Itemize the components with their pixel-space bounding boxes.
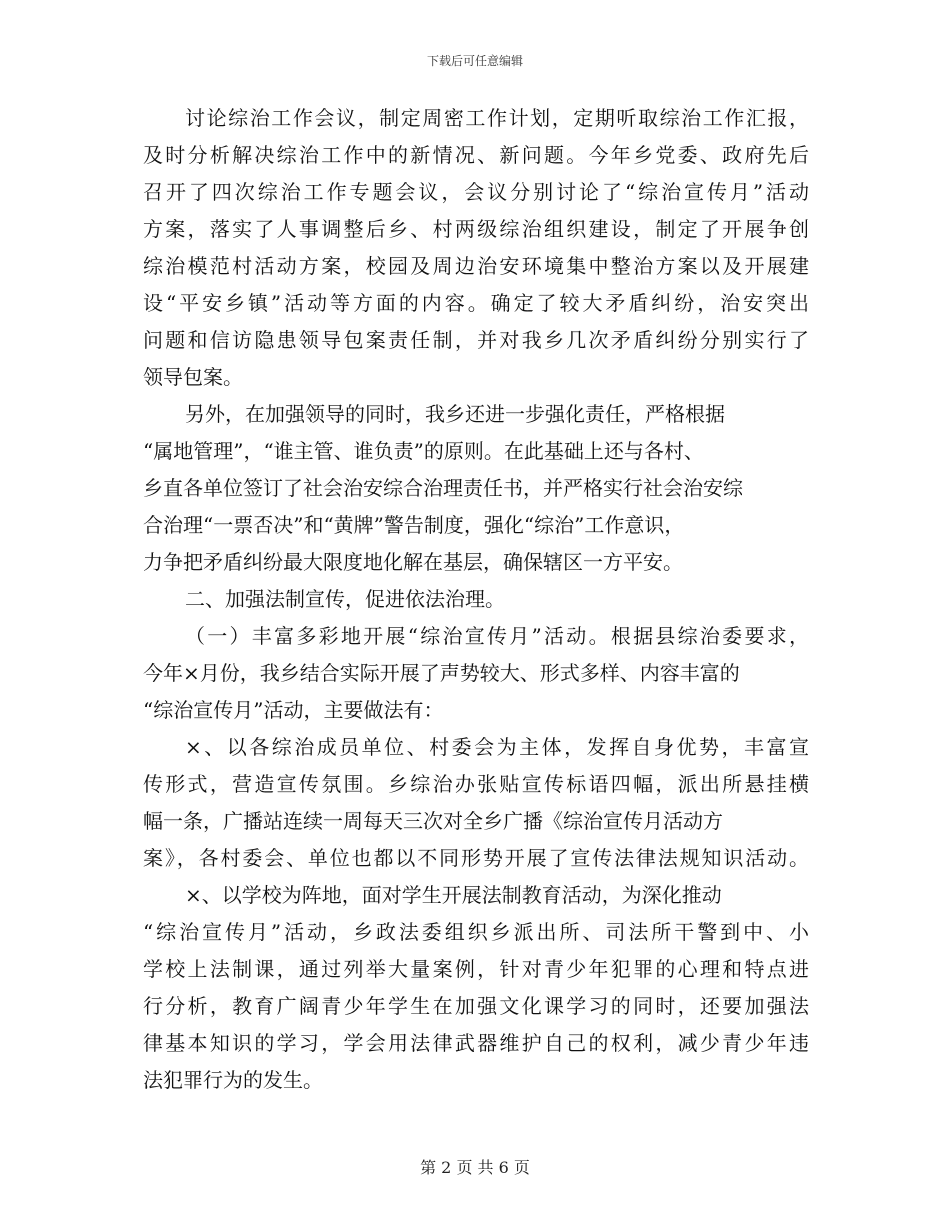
text-line: ×、以各综治成员单位、村委会为主体，发挥自身优势，丰富宣 bbox=[185, 735, 809, 759]
text-line: ×、以学校为阵地，面对学生开展法制教育活动，为深化推动 bbox=[185, 883, 722, 907]
text-line: 问题和信访隐患领导包案责任制，并对我乡几次矛盾纠纷分别实行了 bbox=[143, 328, 809, 352]
text-line: 律基本知识的学习，学会用法律武器维护自己的权利，减少青少年违 bbox=[143, 1031, 809, 1055]
text-line: 行分析，教育广阔青少年学生在加强文化课学习的同时，还要加强法 bbox=[143, 994, 809, 1018]
text-line: 二、加强法制宣传，促进依法治理。 bbox=[185, 587, 505, 611]
text-line: “综治宣传月”活动，乡政法委组织乡派出所、司法所干警到中、小 bbox=[143, 920, 809, 944]
text-line: 设“平安乡镇”活动等方面的内容。确定了较大矛盾纠纷，治安突出 bbox=[143, 291, 809, 315]
page-header: 下载后可任意编辑 bbox=[426, 54, 523, 68]
text-line: 综治模范村活动方案，校园及周边治安环境集中整治方案以及开展建 bbox=[143, 254, 809, 278]
text-line: （一）丰富多彩地开展“综治宣传月”活动。根据县综治委要求， bbox=[185, 624, 809, 648]
text-line: 合治理“一票否决”和“黄牌”警告制度，强化“综治”工作意识， bbox=[143, 513, 685, 537]
text-line: 案》，各村委会、单位也都以不同形势开展了宣传法律法规知识活动。 bbox=[143, 846, 809, 870]
text-line: 法犯罪行为的发生。 bbox=[143, 1068, 323, 1092]
text-line: 今年×月份，我乡结合实际开展了声势较大、形式多样、内容丰富的 bbox=[143, 661, 740, 685]
text-line: 召开了四次综治工作专题会议，会议分别讨论了“综治宣传月”活动 bbox=[143, 180, 809, 204]
text-line: 力争把矛盾纠纷最大限度地化解在基层，确保辖区一方平安。 bbox=[143, 550, 683, 574]
text-line: “综治宣传月”活动，主要做法有： bbox=[143, 698, 444, 722]
text-line: 传形式，营造宣传氛围。乡综治办张贴宣传标语四幅，派出所悬挂横 bbox=[143, 772, 809, 796]
text-line: “属地管理”，“谁主管、谁负责”的原则。在此基础上还与各村、 bbox=[143, 439, 704, 463]
text-line: 乡直各单位签订了社会治安综合治理责任书，并严格实行社会治安综 bbox=[143, 476, 743, 500]
text-line: 幅一条，广播站连续一周每天三次对全乡广播《综治宣传月活动方 bbox=[143, 809, 723, 833]
document-body bbox=[143, 100, 809, 1099]
text-line: 方案，落实了人事调整后乡、村两级综治组织建设，制定了开展争创 bbox=[143, 217, 809, 241]
text-line: 学校上法制课，通过列举大量案例，针对青少年犯罪的心理和特点进 bbox=[143, 957, 809, 981]
text-line: 及时分析解决综治工作中的新情况、新问题。今年乡党委、政府先后 bbox=[143, 143, 809, 167]
text-line: 讨论综治工作会议，制定周密工作计划，定期听取综治工作汇报， bbox=[185, 106, 809, 130]
text-line: 另外，在加强领导的同时，我乡还进一步强化责任，严格根据 bbox=[185, 402, 725, 426]
text-line: 领导包案。 bbox=[143, 365, 243, 389]
page-number: 第 2 页 共 6 页 bbox=[420, 1158, 530, 1177]
